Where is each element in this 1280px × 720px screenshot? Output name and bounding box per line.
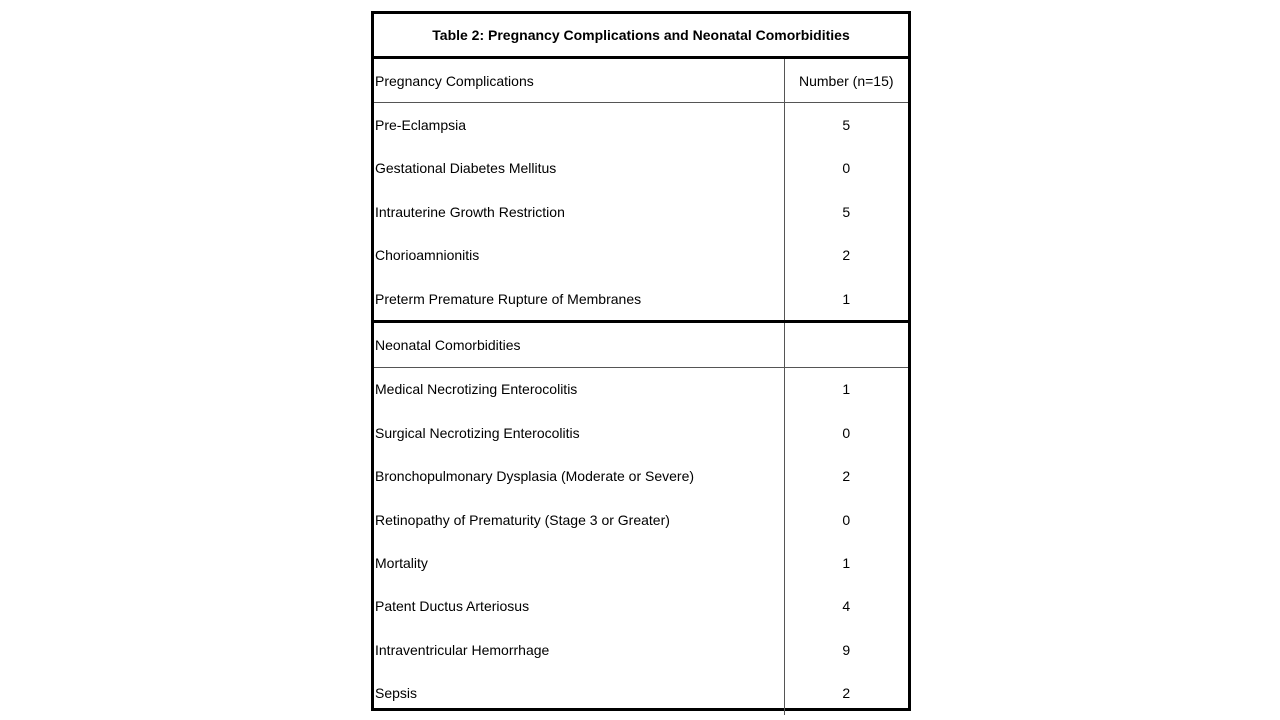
- table-row: [374, 541, 908, 584]
- row-value: 5: [842, 117, 851, 134]
- row-value: 1: [784, 277, 908, 322]
- row-value: 1: [842, 554, 851, 571]
- row-value: 2: [842, 247, 851, 264]
- row-label: Retinopathy of Prematurity (Stage 3 or Greater): [374, 498, 784, 541]
- table-row: [374, 147, 908, 190]
- table-row: [374, 234, 908, 277]
- table-row: [374, 585, 908, 628]
- row-label: Chorioamnionitis: [374, 234, 784, 277]
- row-label: Sepsis: [374, 671, 784, 714]
- table-row: [374, 671, 908, 714]
- table-row: [374, 190, 908, 233]
- neonatal-header-value: [784, 322, 908, 367]
- number-column-header: Number (n=15): [784, 58, 908, 103]
- table-row: [374, 628, 908, 671]
- row-label: Gestational Diabetes Mellitus: [374, 147, 784, 190]
- row-label: Bronchopulmonary Dysplasia (Moderate or Severe): [374, 455, 784, 498]
- row-label: Pre-Eclampsia: [374, 103, 784, 147]
- row-label: Surgical Necrotizing Enterocolitis: [374, 411, 784, 454]
- table-row: [374, 411, 908, 454]
- row-value: 2: [842, 468, 851, 485]
- table-row: [374, 367, 908, 411]
- pregnancy-header-row: [374, 58, 908, 103]
- row-label: Preterm Premature Rupture of Membranes: [374, 277, 784, 322]
- row-value: 0: [842, 511, 851, 528]
- table-row: [374, 498, 908, 541]
- row-value: 0: [842, 424, 851, 441]
- neonatal-header-label: Neonatal Comorbidities: [374, 322, 784, 367]
- row-value: 4: [842, 598, 851, 615]
- row-value: 2: [842, 685, 851, 702]
- row-label: Intraventricular Hemorrhage: [374, 628, 784, 671]
- row-label: Intrauterine Growth Restriction: [374, 190, 784, 233]
- row-value: 0: [842, 160, 851, 177]
- table-row: [374, 103, 908, 147]
- row-value: 1: [842, 381, 851, 398]
- row-label: Mortality: [374, 541, 784, 584]
- complications-table-frame: [371, 11, 911, 711]
- table-row: [374, 455, 908, 498]
- row-value: 9: [842, 641, 851, 658]
- pregnancy-header-label: Pregnancy Complications: [374, 58, 784, 103]
- title-row: [374, 14, 908, 58]
- table-title: Table 2: Pregnancy Complications and Neonatal Comorbidities: [374, 14, 908, 58]
- table-row: [374, 277, 908, 322]
- neonatal-header-row: [374, 322, 908, 367]
- row-label: Medical Necrotizing Enterocolitis: [374, 367, 784, 411]
- complications-table: [374, 14, 908, 715]
- row-label: Patent Ductus Arteriosus: [374, 585, 784, 628]
- row-value: 5: [842, 203, 851, 220]
